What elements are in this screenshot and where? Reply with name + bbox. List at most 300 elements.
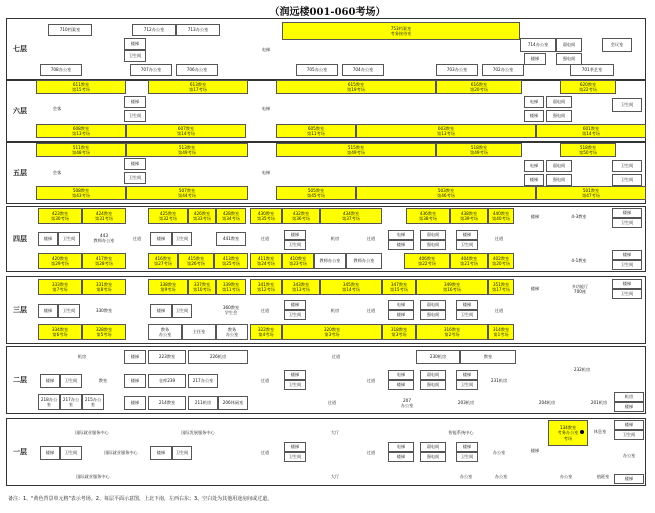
room-number: 331教室	[95, 281, 113, 287]
exam-room	[282, 324, 382, 340]
exam-room	[416, 279, 488, 295]
exam-number: 第32考场	[159, 216, 177, 221]
room: 710档案室	[48, 24, 92, 36]
exam-room	[38, 208, 82, 224]
wc: 卫生间	[124, 172, 146, 184]
stair: 楼梯	[40, 374, 60, 388]
floor-7-label: 七层	[13, 44, 27, 53]
machine: 机房	[324, 232, 346, 246]
room-number: 611教室	[72, 81, 90, 87]
room: 706办公室	[176, 64, 218, 76]
exam-number: 第28考场	[95, 261, 113, 266]
room-number: 406教室	[418, 255, 436, 261]
exam-room	[356, 124, 536, 138]
lounge: 休息室	[588, 426, 612, 438]
room-number: 420教室	[51, 255, 69, 261]
stair: 楼梯	[124, 158, 146, 170]
floor-3-label: 三层	[13, 305, 27, 314]
director-room: 主任室	[182, 324, 216, 340]
room: 4-1教室	[556, 254, 602, 268]
exam-number: 第14考场	[177, 131, 195, 136]
room-number: 425教室	[159, 210, 177, 216]
exam-room	[82, 208, 126, 224]
room-number: 320教室	[323, 326, 341, 332]
exam-number: 第43考场	[72, 193, 90, 198]
exam-room	[320, 279, 382, 295]
service-center: 国际就业服务中心	[86, 446, 156, 460]
office: 办公室	[484, 446, 514, 460]
exam-room	[488, 279, 514, 295]
room: 教室	[460, 350, 516, 364]
floor-5-label: 五层	[13, 168, 27, 177]
room-number: 413教室	[222, 255, 240, 261]
exam-room	[320, 208, 382, 224]
room-use: 教务	[160, 326, 170, 332]
office: 办公室	[614, 450, 644, 462]
room-use: 考场	[563, 435, 573, 441]
wc: 卫生间	[456, 310, 478, 320]
room: 231机房	[484, 374, 514, 388]
exam-room	[282, 253, 314, 269]
room-number: 430教室	[257, 210, 275, 216]
room: 217办公室	[188, 374, 218, 388]
exam-number: 第5考场	[96, 332, 112, 337]
stair: 楼梯	[38, 304, 58, 318]
elevator: 电梯	[256, 166, 276, 180]
academic-office	[148, 324, 182, 340]
wc: 卫生间	[456, 380, 478, 390]
weak: 弱电间	[420, 442, 446, 452]
exam-number: 第15考场	[390, 287, 408, 292]
lounge: 会客	[40, 162, 74, 184]
exam-room	[126, 124, 246, 138]
exam-room	[250, 253, 282, 269]
exam-number: 第25考场	[222, 261, 240, 266]
exam-number: 第8考场	[96, 287, 112, 292]
stair: 楼梯	[150, 232, 172, 246]
exam-room	[36, 80, 126, 94]
exam-number: 第47考场	[582, 193, 600, 198]
stair: 楼梯	[124, 96, 146, 108]
exam-room	[404, 253, 450, 269]
stair: 楼梯	[524, 210, 546, 224]
exam-number: 第50考场	[579, 150, 597, 155]
exam-number: 第19考场	[347, 87, 365, 92]
exam-number: 第6考场	[52, 332, 68, 337]
room-number: 338教室	[159, 281, 177, 287]
corridor: 过道	[282, 396, 382, 410]
exam-room	[382, 279, 416, 295]
elevator: 电梯	[388, 442, 414, 452]
exam-room	[38, 253, 82, 269]
teacher-office	[84, 228, 124, 248]
exam-room	[126, 186, 248, 200]
room: 223教室	[148, 350, 186, 364]
room: 4-3教室	[556, 210, 602, 224]
wc: 卫生间	[614, 430, 644, 440]
room-number: 339教室	[222, 281, 240, 287]
room-number: 432教室	[292, 210, 310, 216]
stair: 楼梯	[524, 282, 546, 296]
machine: 机房	[614, 392, 644, 402]
duty-room: 值班室	[588, 470, 618, 484]
elevator: 电梯	[524, 160, 544, 172]
service-center: 国际就业服务中心	[58, 426, 126, 440]
room-exam-office	[282, 22, 520, 40]
room-number: 424教室	[95, 210, 113, 216]
stair: 楼梯	[124, 38, 146, 50]
exam-number: 第11考场	[222, 287, 240, 292]
exam-room	[188, 208, 216, 224]
exam-room	[276, 80, 436, 94]
room-number: 615教室	[347, 81, 365, 87]
room-number: 505教室	[307, 187, 325, 193]
stair: 楼梯	[40, 446, 60, 460]
stair: 楼梯	[614, 420, 644, 430]
exam-number: 第14考场	[342, 287, 360, 292]
capacity: 700座	[573, 289, 587, 294]
service-center: 国际发展服务中心	[164, 426, 232, 440]
room-number: 351教室	[492, 281, 510, 287]
room-number: 426教室	[193, 210, 211, 216]
classroom: 教室	[86, 374, 120, 388]
exam-number: 第48考场	[72, 150, 90, 155]
corridor: 过道	[254, 232, 276, 246]
exam-number: 第1考场	[493, 332, 509, 337]
exam-number: 第30考场	[51, 216, 69, 221]
wc: 卫生间	[172, 304, 192, 318]
strong: 强电间	[546, 174, 572, 186]
wc: 卫生间	[284, 452, 306, 462]
lounge: 会客	[40, 98, 74, 120]
room-use: 办公室	[158, 332, 172, 337]
stair: 楼梯	[614, 402, 644, 412]
exam-number: 第3考场	[324, 332, 340, 337]
exam-room	[560, 143, 616, 157]
room-number: 603教室	[437, 125, 455, 131]
stair: 楼梯	[124, 374, 146, 388]
exam-room	[82, 279, 126, 295]
elevator: 电梯	[256, 40, 276, 60]
room-number: 443	[100, 232, 108, 238]
office: 办公室	[486, 470, 516, 484]
room-use: 教师办公室	[93, 238, 115, 243]
stair: 楼梯	[388, 380, 414, 390]
elevator: 电梯	[388, 300, 414, 310]
dot-icon	[580, 430, 584, 434]
wc: 卫生间	[456, 240, 478, 250]
room-number: 333教室	[51, 281, 69, 287]
wc: 卫生间	[284, 380, 306, 390]
teacher-office: 教师办公室	[346, 253, 382, 269]
corridor: 过道	[488, 232, 510, 246]
office	[396, 394, 418, 412]
exam-number: 第17考场	[492, 287, 510, 292]
exam-number: 第13考场	[437, 131, 455, 136]
exam-number: 第31考场	[95, 216, 113, 221]
hall: 大厅	[300, 470, 370, 484]
corridor: 过道	[360, 446, 382, 460]
wc: 卫生间	[456, 452, 478, 462]
room-number: 416教室	[154, 255, 172, 261]
exam-number: 第27考场	[154, 261, 172, 266]
exam-number: 第36考场	[292, 216, 310, 221]
room-number: 402教室	[492, 255, 510, 261]
room-number: 341教室	[257, 281, 275, 287]
room: 708办公室	[40, 64, 82, 76]
exam-room	[560, 80, 616, 94]
floor-6-label: 六层	[13, 106, 27, 115]
weak: 弱电间	[420, 230, 446, 240]
room: 705办公室	[296, 64, 338, 76]
exam-room	[36, 143, 126, 157]
exam-room	[148, 279, 188, 295]
exam-room	[38, 279, 82, 295]
elevator: 电梯	[388, 230, 414, 240]
stair: 楼梯	[612, 250, 642, 260]
exam-number: 第17考场	[189, 87, 207, 92]
room-number: 207	[403, 397, 411, 403]
floor-1-label: 一层	[13, 447, 27, 456]
room: 217办公室	[60, 394, 82, 410]
exam-room	[250, 324, 282, 340]
stair: 楼梯	[38, 232, 58, 246]
exam-room	[38, 324, 82, 340]
wc: 卫生间	[284, 310, 306, 320]
room: 703办公室	[436, 64, 478, 76]
exam-room	[356, 186, 536, 200]
elevator: 电梯	[256, 102, 276, 116]
multi-hall	[552, 279, 608, 299]
wc: 卫生间	[284, 240, 306, 250]
wc: 卫生间	[612, 218, 642, 228]
exam-number: 第35考场	[257, 216, 275, 221]
exam-number: 第14考场	[582, 131, 600, 136]
exam-room	[216, 208, 246, 224]
room: 713办公室	[176, 24, 220, 36]
exam-room	[282, 279, 320, 295]
room: 714办公室	[520, 38, 556, 52]
stair: 楼梯	[524, 110, 544, 122]
strong: 强电间	[420, 452, 446, 462]
exam-room	[148, 253, 178, 269]
stair: 楼梯	[284, 442, 306, 452]
room: 203机房	[448, 396, 484, 410]
exam-number: 第46考场	[437, 193, 455, 198]
exam-number: 第44考场	[178, 193, 196, 198]
room-number: 753档案室	[390, 25, 412, 31]
exam-room	[382, 324, 416, 340]
exam-number: 第34考场	[222, 216, 240, 221]
corridor: 过道	[254, 374, 276, 388]
wc: 卫生间	[58, 304, 80, 318]
stair: 楼梯	[612, 279, 642, 289]
wc: 卫生间	[124, 50, 146, 62]
exam-number: 第9考场	[160, 287, 176, 292]
exam-room	[82, 253, 126, 269]
room-number: 436教室	[419, 210, 437, 216]
exam-number: 第13考场	[292, 287, 310, 292]
exam-number: 第21考场	[460, 261, 478, 266]
room: 会议室	[602, 38, 632, 52]
room-use: 考务接待室	[390, 31, 412, 36]
room: 211机房	[188, 396, 218, 410]
elevator: 电梯	[388, 370, 414, 380]
room-number: 440教室	[492, 210, 510, 216]
page-title: （润远楼001-060考场）	[269, 7, 386, 18]
weak: 弱电间	[420, 370, 446, 380]
elevator: 电梯	[524, 96, 544, 108]
stair: 楼梯	[456, 230, 478, 240]
exam-room	[488, 208, 514, 224]
service-center: 智能系统中心	[416, 426, 506, 440]
stair: 楼梯	[150, 304, 172, 318]
room-use: 学生会	[224, 310, 238, 315]
stair: 楼梯	[284, 370, 306, 380]
stair: 楼梯	[284, 230, 306, 240]
room-number: 518教室	[470, 144, 488, 150]
exam-room	[216, 279, 246, 295]
room-number: 508教室	[72, 187, 90, 193]
room: 701茶艺室	[570, 64, 614, 76]
exam-number: 第29考场	[51, 261, 69, 266]
room-number: 316教室	[443, 326, 461, 332]
exam-number: 第23考场	[289, 261, 307, 266]
corridor: 过道	[360, 304, 382, 318]
exam-number: 第49考场	[470, 150, 488, 155]
room: 232机房	[560, 350, 604, 390]
room-number: 337教室	[193, 281, 211, 287]
stair: 楼梯	[456, 300, 478, 310]
room-number: 318教室	[390, 326, 408, 332]
exam-number: 第11考场	[307, 131, 325, 136]
wc: 卫生间	[124, 110, 146, 122]
exam-room	[276, 143, 436, 157]
weak: 弱电间	[546, 96, 572, 108]
room-number: 134教室	[559, 425, 577, 431]
room-number: 411教室	[257, 255, 275, 261]
stair: 楼梯	[524, 444, 546, 458]
wc: 卫生间	[172, 446, 192, 460]
room-number: 417教室	[95, 255, 113, 261]
exam-number: 第49考场	[178, 150, 196, 155]
strong: 强电间	[420, 240, 446, 250]
room: 226机房	[188, 350, 248, 364]
stair: 楼梯	[524, 53, 546, 65]
exam-room	[436, 143, 522, 157]
exam-room	[488, 324, 514, 340]
strong: 强电间	[420, 380, 446, 390]
strong: 强电间	[556, 53, 582, 65]
room-number: 404教室	[460, 255, 478, 261]
exam-number: 第7考场	[52, 287, 68, 292]
room-use: 办公室	[400, 403, 414, 408]
exam-room	[178, 253, 214, 269]
room-number: 613教室	[189, 81, 207, 87]
academic-office	[216, 324, 248, 340]
stair: 楼梯	[150, 446, 172, 460]
room-number: 507教室	[178, 187, 196, 193]
wc: 卫生间	[58, 232, 80, 246]
stair: 楼梯	[614, 474, 644, 484]
wc: 卫生间	[60, 446, 82, 460]
exam-number: 第22考场	[579, 87, 597, 92]
stair: 楼梯	[388, 240, 414, 250]
exam-number: 第2考场	[444, 332, 460, 337]
exam-room	[436, 80, 522, 94]
room-number: 360教室	[222, 304, 240, 310]
room: 330教室	[84, 304, 124, 318]
stair: 楼梯	[124, 350, 146, 364]
exam-number: 第49考场	[347, 150, 365, 155]
corridor: 过道	[276, 350, 396, 364]
exam-number: 第33考场	[193, 216, 211, 221]
exam-room	[36, 186, 126, 200]
teacher-office: 教师办公室	[314, 253, 346, 269]
office: 办公室	[548, 470, 584, 484]
room-number: 511教室	[72, 144, 90, 150]
weak: 弱电间	[420, 300, 446, 310]
corridor: 过道	[254, 446, 276, 460]
room: 441教室	[216, 232, 246, 246]
wc: 卫生间	[172, 232, 192, 246]
room-number: 518教室	[579, 144, 597, 150]
room-number: 601教室	[582, 125, 600, 131]
exam-number: 第24考场	[257, 261, 275, 266]
exam-room	[536, 124, 646, 138]
room-number: 616教室	[470, 81, 488, 87]
exam-number: 第16考场	[443, 287, 461, 292]
exam-number: 第12考场	[257, 287, 275, 292]
room-use: 多功能厅	[571, 283, 589, 289]
wc: 卫生间	[612, 160, 642, 172]
exam-room	[188, 279, 216, 295]
exam-number: 第45考场	[307, 193, 325, 198]
room: 230机房	[416, 350, 460, 364]
exam-number: 第26考场	[187, 261, 205, 266]
exam-number: 第40考场	[492, 216, 510, 221]
room-number: 434教室	[342, 210, 360, 216]
room-number: 607教室	[177, 125, 195, 131]
room-number: 314教室	[492, 326, 510, 332]
room: 712办公室	[132, 24, 176, 36]
room-number: 620教室	[579, 81, 597, 87]
exam-room	[82, 324, 126, 340]
room-number: 423教室	[51, 210, 69, 216]
machine: 机房	[60, 350, 104, 364]
exam-number: 第3考场	[391, 332, 407, 337]
stair: 楼梯	[388, 310, 414, 320]
room: 218办公室	[38, 394, 60, 410]
exam-room	[416, 324, 488, 340]
wc: 卫生间	[612, 174, 642, 186]
hall: 大厅	[300, 426, 370, 440]
room: 707办公室	[130, 64, 172, 76]
room-number: 428教室	[222, 210, 240, 216]
exam-number: 第20考场	[470, 87, 488, 92]
exam-room	[406, 208, 450, 224]
room-use: 教务	[227, 326, 237, 332]
wc: 卫生间	[612, 289, 642, 299]
exam-room	[148, 208, 188, 224]
corridor: 过道	[488, 304, 510, 318]
wc: 卫生间	[612, 98, 642, 112]
room: 201机房	[584, 396, 614, 410]
service-center: 国际就业服务中心	[58, 470, 128, 484]
floor-2-label: 二层	[13, 375, 27, 384]
office: 办公室	[448, 470, 484, 484]
room-number: 347教室	[390, 281, 408, 287]
